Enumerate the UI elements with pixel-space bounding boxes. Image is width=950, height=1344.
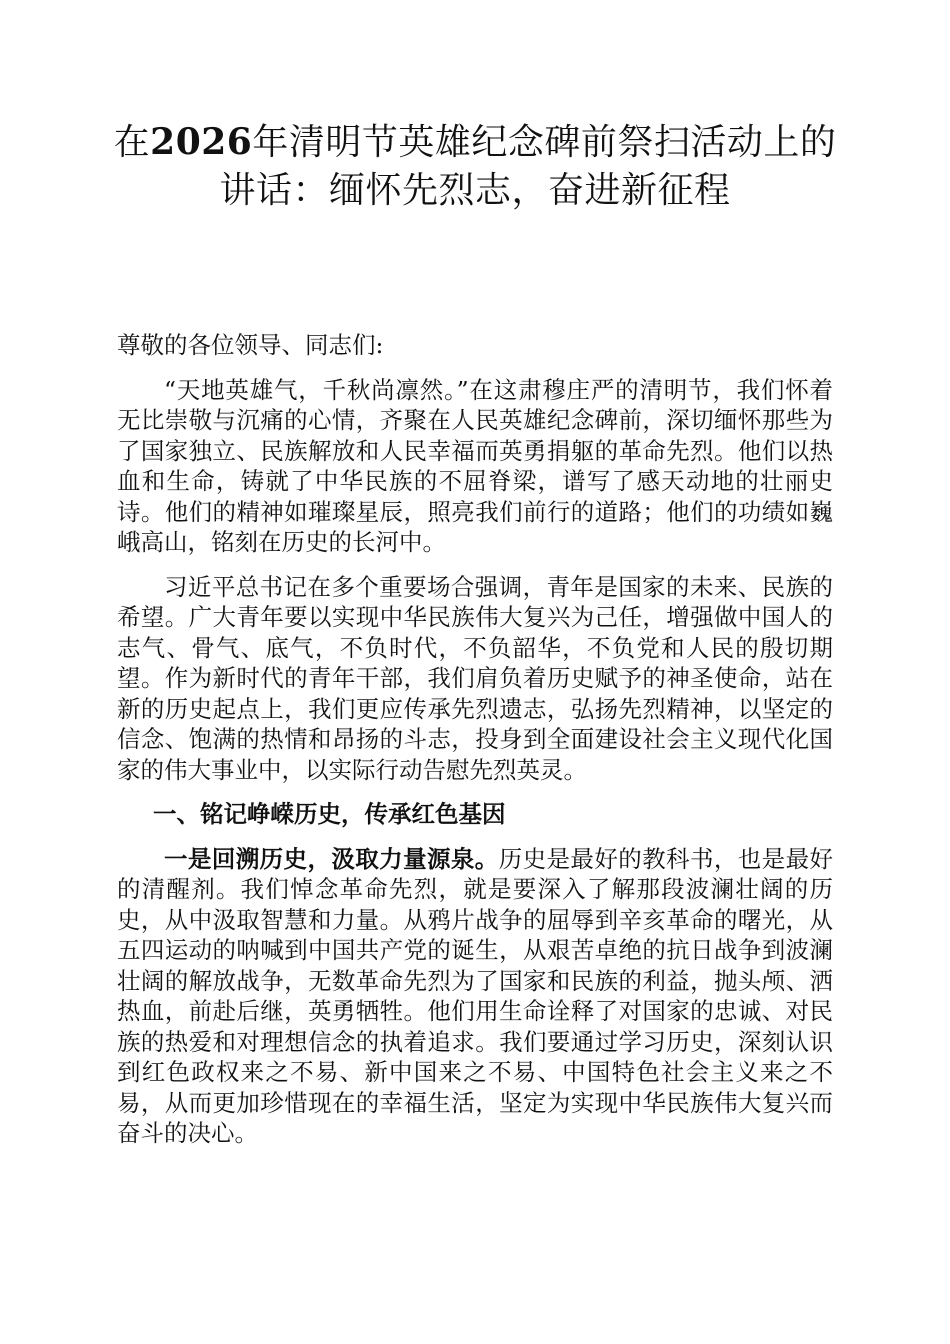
page-title xyxy=(100,118,850,215)
paragraph-youth: 习近平总书记在多个重要场合强调，青年是国家的未来、民族的希望。广大青年要以实现中华民族伟大复兴为己任，增强做中国人的志气、骨气、底气，不负时代，不负韶华，不负党和人民的殷切期望。作为新时代的青年干部，我们肩负着历史赋予的神圣使命，站在新的历史起点上，我们更应传承先烈遗志，弘扬先烈精神，以坚定的信念、饱满的热情和昂扬的斗志，投身到全面建设社会主义现代化国家的伟大事业中，以实际行动告慰先烈英灵。 xyxy=(117,572,833,784)
section-1-text: 历史是最好的教科书，也是最好的清醒剂。我们悼念革命先烈，就是要深入了解那段波澜壮阔的历史，从中汲取智慧和力量。从鸦片战争的屈辱到辛亥革命的曙光，从五四运动的呐喊到中国共产党的诞生，从艰苦卓绝的抗日战争到波澜壮阔的解放战争，无数革命先烈为了国家和民族的利益，抛头颅、洒热血，前赴后继，英勇牺牲。他们用生命诠释了对国家的忠诚、对民族的热爱和对理想信念的执着追求。我们要通过学习历史，深刻认识到红色政权来之不易、新中国来之不易、中国特色社会主义来之不易，从而更加珍惜现在的幸福生活，坚定为实现中华民族伟大复兴而奋斗的决心。 xyxy=(117,844,833,1147)
section-heading-1: 一、铭记峥嵘历史，传承红色基因 xyxy=(153,800,506,828)
paragraph-section-1 xyxy=(117,844,833,1149)
paragraph-opening: “天地英雄气，千秋尚凛然。”在这肃穆庄严的清明节，我们怀着无比崇敬与沉痛的心情，齐聚在人民英雄纪念碑前，深切缅怀那些为了国家独立、民族解放和人民幸福而英勇捐躯的革命先烈。他们以热血和生命，铸就了中华民族的不屈脊梁，谱写了感天动地的壮丽史诗。他们的精神如璀璨星辰，照亮我们前行的道路；他们的功绩如巍峨高山，铭刻在历史的长河中。 xyxy=(117,375,833,556)
title-rest: 年清明节英雄纪念碑前祭扫活动上的讲话：缅怀先烈志，奋进新征程 xyxy=(219,122,837,211)
title-prefix: 在 xyxy=(113,122,151,163)
section-1-lead: 一是回溯历史，汲取力量源泉。 xyxy=(164,844,499,873)
document-body xyxy=(117,330,833,1163)
title-year: 2026 xyxy=(150,121,253,163)
salutation: 尊敬的各位领导、同志们: xyxy=(117,331,384,359)
